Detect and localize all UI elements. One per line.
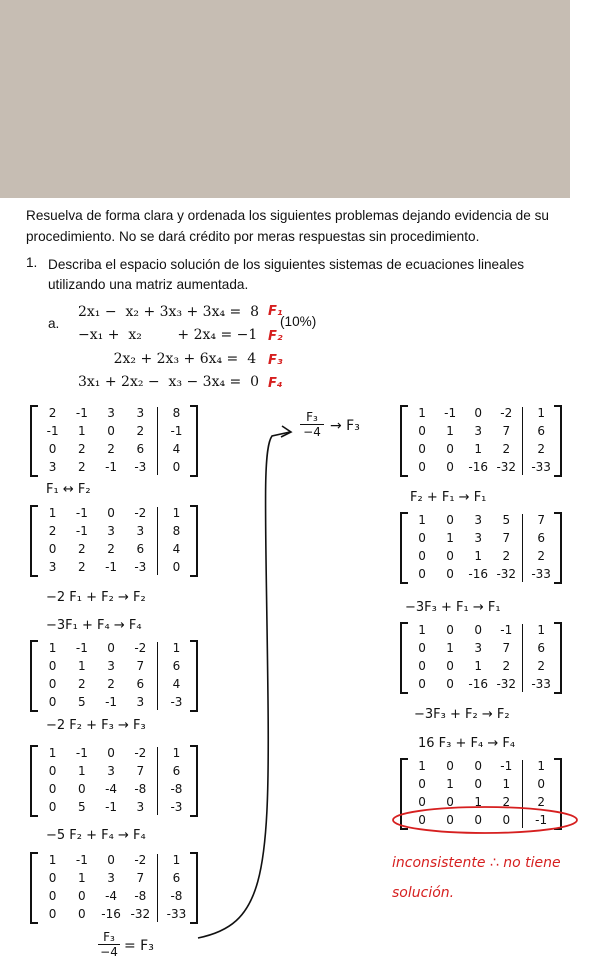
matrix-cell: 7 xyxy=(502,424,511,438)
matrix-cell: -1 xyxy=(105,460,118,474)
matrix-cell: 0 xyxy=(446,567,454,581)
question-text: Describa el espacio solución de los siguientes sistemas de ecuaciones lineales utilizando una matriz aumentada. xyxy=(48,257,525,292)
matrix-cell: 0 xyxy=(78,907,86,921)
step-scale-top-result: → F₃ xyxy=(330,418,360,434)
conclusion-note xyxy=(392,848,561,908)
matrix-cell: 0 xyxy=(172,460,181,474)
matrix-cell: -1 xyxy=(105,695,118,709)
matrix-cell: 0 xyxy=(107,853,115,867)
matrix-cell: -3 xyxy=(170,695,183,709)
matrix-cell: 0 xyxy=(446,513,454,527)
matrix-cell: -1 xyxy=(75,524,88,538)
matrix-cell: 1 xyxy=(172,506,181,520)
matrix-cell: 7 xyxy=(537,513,545,527)
matrix-cell: 4 xyxy=(172,442,181,456)
matrix-cell: -1 xyxy=(75,746,88,760)
matrix-cell: 1 xyxy=(418,513,426,527)
fraction-numerator: F₃ xyxy=(98,930,120,945)
matrix-cell: 6 xyxy=(172,659,181,673)
matrix-cell: -2 xyxy=(134,506,147,520)
matrix-cell: 1 xyxy=(172,853,181,867)
matrix-cell: 1 xyxy=(502,777,511,791)
matrix-cell: -1 xyxy=(170,424,183,438)
matrix-cell: 3 xyxy=(474,424,482,438)
matrix-cell: -4 xyxy=(105,782,118,796)
matrix-cell: 3 xyxy=(107,524,115,538)
matrix-cell: -33 xyxy=(531,567,551,581)
matrix-cell: -1 xyxy=(444,406,457,420)
matrix-cell: 3 xyxy=(107,659,115,673)
matrix-cell: -32 xyxy=(496,677,517,691)
matrix-cell: 3 xyxy=(474,531,482,545)
matrix-cell: 6 xyxy=(537,531,545,545)
matrix-cell: 1 xyxy=(537,759,545,773)
matrix-cell: -16 xyxy=(101,907,121,921)
matrix-cell: 0 xyxy=(418,795,426,809)
matrix-cell: 2 xyxy=(107,677,115,691)
matrix-cell: 6 xyxy=(136,677,145,691)
matrix-cell: 2 xyxy=(48,406,57,420)
matrix-cell: 0 xyxy=(107,424,115,438)
matrix-cell: 1 xyxy=(446,641,454,655)
matrix-cell: 7 xyxy=(136,871,145,885)
matrix-cell: -2 xyxy=(134,853,147,867)
matrix-cell: 6 xyxy=(172,764,181,778)
matrix-cell: 0 xyxy=(446,759,454,773)
step-row-op-4: −5 F₂ + F₄ → F₄ xyxy=(46,828,146,843)
conclusion-line-1: inconsistente ∴ no tiene xyxy=(392,855,561,871)
matrix-cell: -1 xyxy=(75,406,88,420)
matrix-cell: 0 xyxy=(48,695,57,709)
matrix-cell: 3 xyxy=(136,695,145,709)
matrix-cell: 0 xyxy=(418,424,426,438)
matrix-cell: 1 xyxy=(48,746,57,760)
matrix-cell: 0 xyxy=(418,777,426,791)
matrix-cell: 0 xyxy=(446,442,454,456)
matrix-cell: 3 xyxy=(136,406,145,420)
matrix-cell: 2 xyxy=(537,659,545,673)
matrix-cell: 6 xyxy=(537,641,545,655)
matrix-cell: 0 xyxy=(446,677,454,691)
matrix-cell: 5 xyxy=(502,513,511,527)
matrix-cell: 3 xyxy=(48,560,57,574)
connector-arrow xyxy=(198,432,290,938)
matrix-cell: 1 xyxy=(537,623,545,637)
matrix-cell: 8 xyxy=(172,406,181,420)
matrix-cell: 0 xyxy=(418,641,426,655)
matrix-cell: 0 xyxy=(474,813,482,827)
matrix-cell: 0 xyxy=(537,777,545,791)
matrix-cell: 0 xyxy=(474,777,482,791)
matrix-cell: 3 xyxy=(474,641,482,655)
matrix-cell: 2 xyxy=(537,549,545,563)
matrix-cell: 3 xyxy=(107,764,115,778)
matrix-cell: 6 xyxy=(136,542,145,556)
equation-2: −x₁ + x₂ + 2x₄ = −1 xyxy=(78,327,258,343)
matrix-cell: 0 xyxy=(446,549,454,563)
step-row-op-6: −3F₃ + F₁ → F₁ xyxy=(405,600,501,615)
matrix-cell: 2 xyxy=(107,442,115,456)
matrix-cell: 2 xyxy=(48,524,57,538)
step-row-op-3: −2 F₂ + F₃ → F₃ xyxy=(46,718,146,733)
matrix-cell: 7 xyxy=(502,641,511,655)
matrix-cell: 3 xyxy=(107,406,115,420)
matrix-cell: -1 xyxy=(105,560,118,574)
matrix-cell: 7 xyxy=(136,659,145,673)
matrix-cell: 3 xyxy=(48,460,57,474)
matrix-cell: 0 xyxy=(48,889,57,903)
matrix-cell: 0 xyxy=(78,782,86,796)
matrix-cell: 1 xyxy=(446,424,454,438)
matrix-cell: 0 xyxy=(48,871,57,885)
inconsistent-row-circle xyxy=(393,807,577,833)
matrix-cell: 0 xyxy=(48,764,57,778)
matrix-cell: 1 xyxy=(474,659,482,673)
matrix-cell: 0 xyxy=(48,542,57,556)
matrix-cell: 0 xyxy=(446,795,454,809)
points-label: (10%) xyxy=(280,314,317,329)
matrix-cell: 2 xyxy=(502,659,511,673)
matrix-cell: 0 xyxy=(418,659,426,673)
matrix-cell: -2 xyxy=(134,641,147,655)
matrix-cell: -1 xyxy=(105,800,118,814)
matrix-cell: -3 xyxy=(134,460,147,474)
equation-1: 2x₁ − x₂ + 3x₃ + 3x₄ = 8 xyxy=(78,304,260,320)
matrix-cell: 6 xyxy=(172,871,181,885)
matrix-cell: 0 xyxy=(107,641,115,655)
matrix-cell: 0 xyxy=(48,659,57,673)
step-scale-bottom-result: = F₃ xyxy=(124,938,154,954)
matrix-cell: 0 xyxy=(107,506,115,520)
matrix-cell: 2 xyxy=(537,442,545,456)
matrix-cell: 5 xyxy=(78,800,86,814)
matrix-cell: 1 xyxy=(474,442,482,456)
matrix-cell: -33 xyxy=(531,677,551,691)
matrix-cell: 3 xyxy=(136,524,145,538)
matrix-cell: 1 xyxy=(48,506,57,520)
matrix-cell: 2 xyxy=(78,560,86,574)
matrix-cell: 0 xyxy=(418,813,426,827)
matrix-cell: 0 xyxy=(418,460,426,474)
matrix-cell: 2 xyxy=(502,549,511,563)
equation-3-tag: F₃ xyxy=(268,353,283,368)
matrix-cell: -16 xyxy=(468,460,488,474)
matrix-cell: -1 xyxy=(75,506,88,520)
matrix-cell: -2 xyxy=(134,746,147,760)
matrix-cell: -32 xyxy=(130,907,151,921)
equation-1-tag: F₁ xyxy=(268,304,283,319)
matrix-cell: -32 xyxy=(496,460,517,474)
matrix-cell: 0 xyxy=(48,800,57,814)
matrix-cell: 0 xyxy=(474,759,482,773)
matrix-cell: 6 xyxy=(537,424,545,438)
matrix-cell: 1 xyxy=(446,777,454,791)
matrix-cell: -8 xyxy=(170,889,183,903)
equation-2-tag: F₂ xyxy=(268,329,283,344)
matrix-cell: 3 xyxy=(136,800,145,814)
matrix-cell: -8 xyxy=(134,889,147,903)
matrix-cell: 0 xyxy=(48,782,57,796)
equation-3: 2x₂ + 2x₃ + 6x₄ = 4 xyxy=(78,351,257,367)
matrix-cell: 0 xyxy=(418,567,426,581)
matrix-cell: -16 xyxy=(468,567,488,581)
fraction-denominator: −4 xyxy=(100,945,118,959)
matrix-cell: 1 xyxy=(78,424,86,438)
matrix-cell: 1 xyxy=(474,795,482,809)
matrix-cell: 2 xyxy=(136,424,145,438)
matrix-cell: 0 xyxy=(418,677,426,691)
matrix-cell: 1 xyxy=(446,531,454,545)
matrix-cell: 2 xyxy=(78,677,86,691)
matrix-cell: -1 xyxy=(75,853,88,867)
fraction-numerator: F₃ xyxy=(300,410,324,425)
matrix-cell: 1 xyxy=(48,853,57,867)
matrix-cell: 2 xyxy=(78,460,86,474)
matrix-cell: 1 xyxy=(474,549,482,563)
matrix-cell: 1 xyxy=(78,764,86,778)
matrix-cell: 0 xyxy=(418,549,426,563)
matrix-cell: -3 xyxy=(170,800,183,814)
matrix-cell: 0 xyxy=(48,677,57,691)
matrix-cell: 0 xyxy=(446,813,454,827)
matrix-cell: 0 xyxy=(502,813,511,827)
matrix-cell: 3 xyxy=(107,871,115,885)
matrix-cell: 0 xyxy=(48,907,57,921)
matrix-cell: 8 xyxy=(172,524,181,538)
matrix-cell: -4 xyxy=(105,889,118,903)
conclusion-line-2: solución. xyxy=(392,885,455,901)
part-label: a. xyxy=(48,316,60,331)
matrix-cell: 1 xyxy=(172,641,181,655)
step-row-op-8: 16 F₃ + F₄ → F₄ xyxy=(418,736,516,751)
matrix-cell: -33 xyxy=(166,907,187,921)
matrix-cell: 0 xyxy=(48,442,57,456)
matrix-cell: 0 xyxy=(474,406,482,420)
matrix-cell: -16 xyxy=(468,677,488,691)
matrix-cell: 0 xyxy=(418,531,426,545)
fraction-denominator: −4 xyxy=(303,425,321,439)
matrix-cell: 1 xyxy=(48,641,57,655)
matrix-cell: 1 xyxy=(418,406,426,420)
matrix-cell: -1 xyxy=(500,623,513,637)
matrix-cell: 0 xyxy=(78,889,86,903)
matrix-cell: 2 xyxy=(78,542,86,556)
step-row-op-2: −3F₁ + F₄ → F₄ xyxy=(46,618,142,633)
matrix-cell: 1 xyxy=(78,871,86,885)
matrix-cell: 0 xyxy=(418,442,426,456)
connector-arrowhead xyxy=(281,426,291,437)
matrix-cell: 1 xyxy=(172,746,181,760)
step-row-op-1: −2 F₁ + F₂ → F₂ xyxy=(46,590,146,605)
matrix-cell: -3 xyxy=(134,560,147,574)
step-row-op-5: F₂ + F₁ → F₁ xyxy=(410,490,487,505)
matrix-cell: 1 xyxy=(537,406,545,420)
matrix-cell: 4 xyxy=(172,542,181,556)
matrix-cell: 7 xyxy=(502,531,511,545)
matrix-cell: -1 xyxy=(535,813,548,827)
matrix-cell: 3 xyxy=(474,513,482,527)
matrix-cell: 0 xyxy=(172,560,181,574)
step-row-op-7: −3F₃ + F₂ → F₂ xyxy=(414,707,510,722)
matrix-cell: -2 xyxy=(500,406,513,420)
matrix-cell: 0 xyxy=(446,659,454,673)
matrix-cell: -1 xyxy=(46,424,59,438)
matrix-cell: -33 xyxy=(531,460,551,474)
matrix-cell: 2 xyxy=(107,542,115,556)
question-number: 1. xyxy=(26,255,38,270)
matrix-cell: 0 xyxy=(474,623,482,637)
matrix-cell: 2 xyxy=(502,795,511,809)
matrix-cell: 4 xyxy=(172,677,181,691)
instructions-text: Resuelva de forma clara y ordenada los siguientes problemas dejando evidencia de su procedimiento. No se dará crédito por meras respuestas sin procedimiento. xyxy=(26,208,549,244)
matrix-cell: -8 xyxy=(134,782,147,796)
matrix-cell: 5 xyxy=(78,695,86,709)
matrix-cell: 2 xyxy=(537,795,545,809)
matrix-cell: 0 xyxy=(107,746,115,760)
matrix-cell: -32 xyxy=(496,567,517,581)
matrix-cell: -1 xyxy=(75,641,88,655)
matrix-cell: 1 xyxy=(418,759,426,773)
matrix-cell: 1 xyxy=(78,659,86,673)
step-swap: F₁ ↔ F₂ xyxy=(46,482,91,497)
matrix-cell: 0 xyxy=(446,460,454,474)
matrix-cell: 2 xyxy=(502,442,511,456)
matrix-cell: -1 xyxy=(500,759,513,773)
matrix-cell: 7 xyxy=(136,764,145,778)
matrix-cell: 2 xyxy=(78,442,86,456)
matrix-cell: 6 xyxy=(136,442,145,456)
matrix-cell: 1 xyxy=(418,623,426,637)
equation-4-tag: F₄ xyxy=(268,376,283,391)
matrix-cell: -8 xyxy=(170,782,183,796)
equation-4: 3x₁ + 2x₂ − x₃ − 3x₄ = 0 xyxy=(78,374,260,390)
matrix-cell: 0 xyxy=(446,623,454,637)
